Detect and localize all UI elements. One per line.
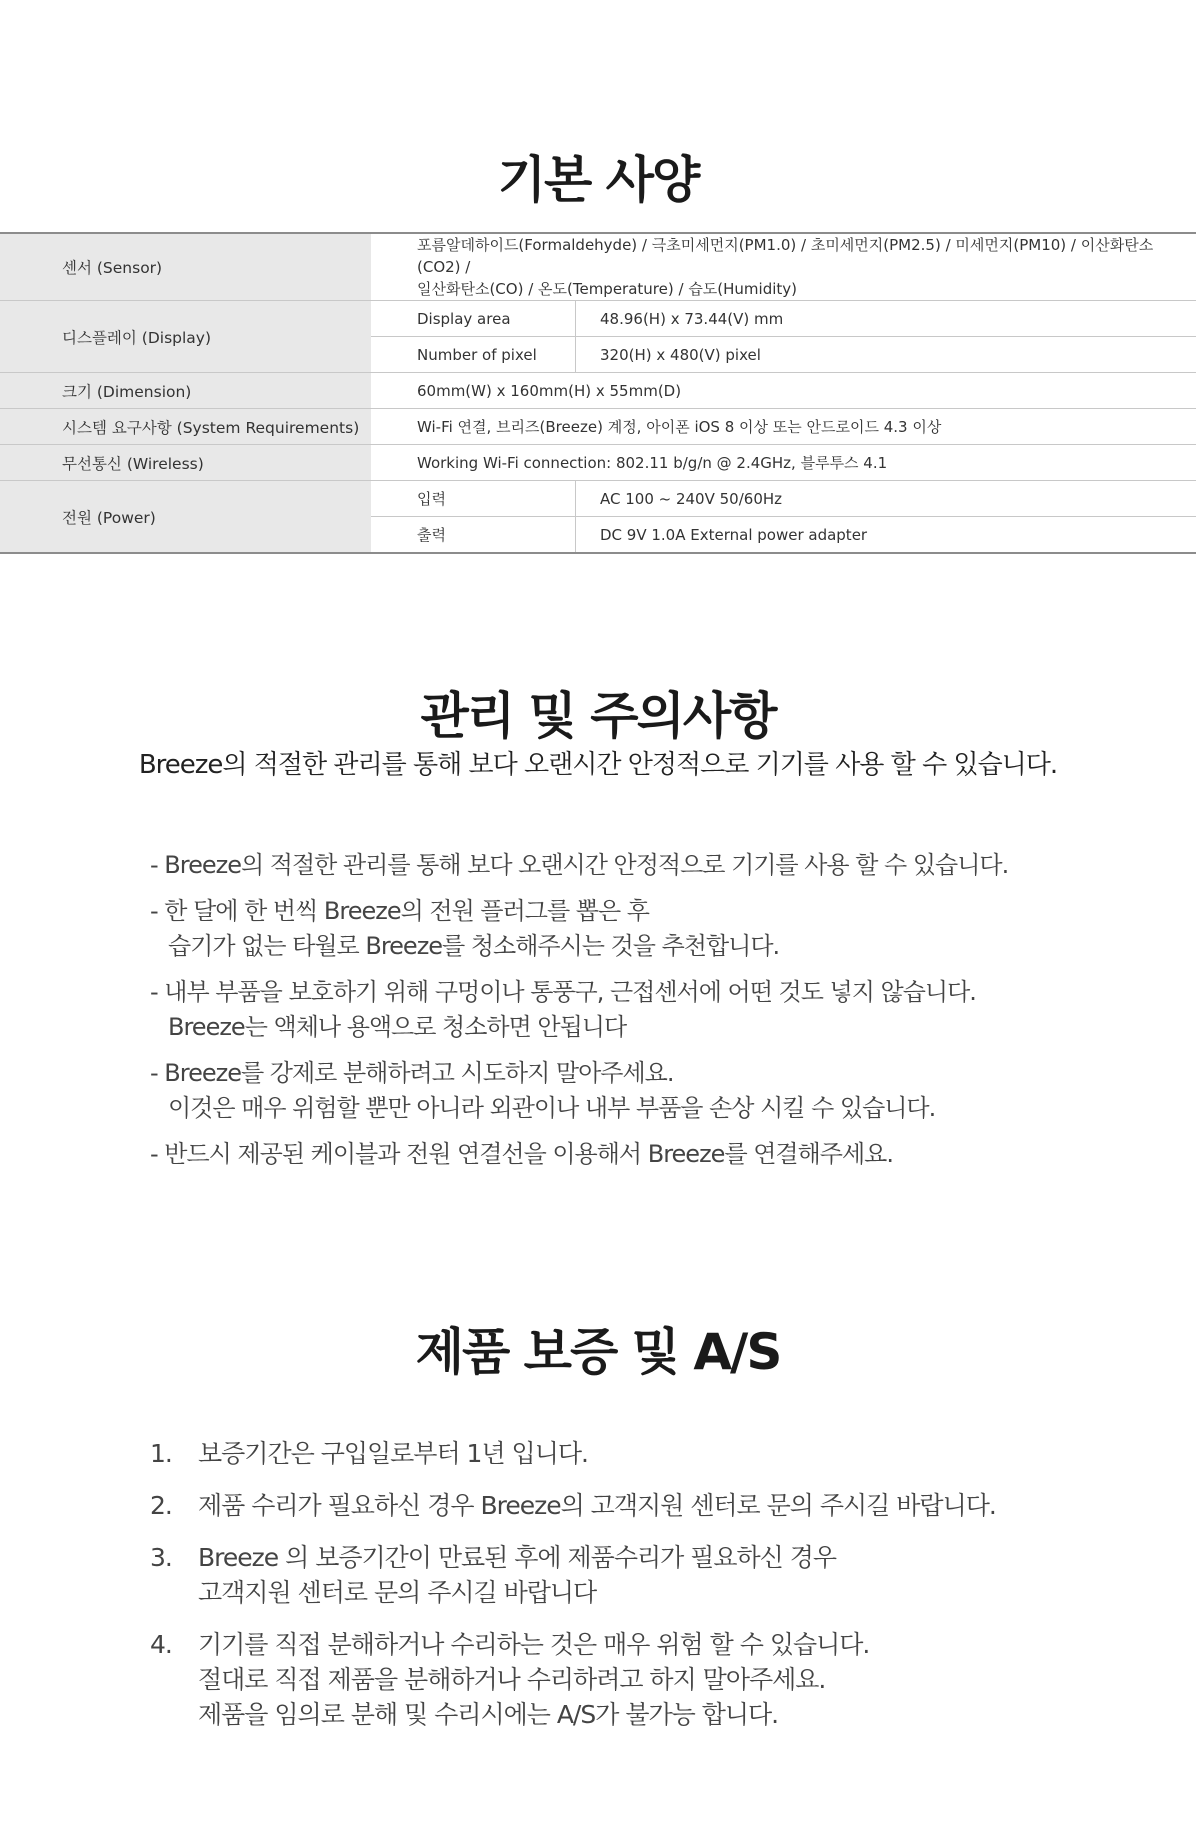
system-value: Wi-Fi 연결, 브리즈(Breeze) 계정, 아이폰 iOS 8 이상 또는 안드로이드 4.3 이상 — [371, 409, 1196, 445]
warranty-item-2-number: 2. — [150, 1491, 172, 1520]
input-value: AC 100 ~ 240V 50/60Hz — [576, 481, 1196, 517]
warranty-item-3 — [150, 1540, 1110, 1610]
spec-row-display-area — [0, 301, 1196, 337]
display-area-value: 48.96(H) x 73.44(V) mm — [576, 301, 1196, 337]
pixel-value: 320(H) x 480(V) pixel — [576, 337, 1196, 373]
sensor-value-line-1: 포름알데하이드(Formaldehyde) / 극초미세먼지(PM1.0) / 초미세먼지(PM2.5) / 미세먼지(PM10) / 이산화탄소(CO2) / — [417, 236, 1154, 276]
warranty-item-4-line-1: 기기를 직접 분해하거나 수리하는 것은 매우 위험 할 수 있습니다. — [198, 1630, 870, 1659]
display-area-key: Display area — [371, 301, 576, 337]
care-note-4-line-2: 이것은 매우 위험할 뿐만 아니라 외관이나 내부 부품을 손상 시킬 수 있습니다. — [168, 1094, 936, 1122]
warranty-item-3-line-1: Breeze 의 보증기간이 만료된 후에 제품수리가 필요하신 경우 — [198, 1543, 837, 1572]
care-note-4 — [150, 1056, 1110, 1126]
warranty-item-4-line-3: 제품을 임의로 분해 및 수리시에는 A/S가 불가능 합니다. — [198, 1700, 779, 1729]
warranty-item-2-text: 제품 수리가 필요하신 경우 Breeze의 고객지원 센터로 문의 주시길 바랍니다. — [198, 1491, 996, 1520]
specs-title: 기본 사양 — [497, 151, 699, 209]
spec-table — [0, 232, 1196, 554]
warranty-item-4-number: 4. — [150, 1630, 172, 1659]
care-note-5-text: - 반드시 제공된 케이블과 전원 연결선을 이용해서 Breeze를 연결해주세요. — [150, 1140, 893, 1168]
warranty-item-3-number: 3. — [150, 1543, 172, 1572]
care-intro: Breeze의 적절한 관리를 통해 보다 오랜시간 안정적으로 기기를 사용 할 수 있습니다. — [138, 750, 1058, 780]
pixel-key: Number of pixel — [371, 337, 576, 373]
input-key: 입력 — [371, 481, 576, 517]
warranty-item-2 — [150, 1488, 1110, 1523]
output-value: DC 9V 1.0A External power adapter — [576, 517, 1196, 554]
display-label: 디스플레이 (Display) — [0, 301, 371, 373]
care-note-2 — [150, 894, 1110, 964]
sensor-label: 센서 (Sensor) — [0, 233, 371, 301]
care-note-2-line-1: - 한 달에 한 번씩 Breeze의 전원 플러그를 뽑은 후 — [150, 897, 649, 925]
power-label: 전원 (Power) — [0, 481, 371, 554]
dimension-label: 크기 (Dimension) — [0, 373, 371, 409]
care-note-1 — [150, 848, 1110, 883]
care-note-3-line-1: - 내부 부품을 보호하기 위해 구멍이나 통풍구, 근접센서에 어떤 것도 넣지 않습니다. — [150, 978, 976, 1006]
dimension-value: 60mm(W) x 160mm(H) x 55mm(D) — [371, 373, 1196, 409]
care-note-3-line-2: Breeze는 액체나 용액으로 청소하면 안됩니다 — [168, 1013, 627, 1041]
wireless-label: 무선통신 (Wireless) — [0, 445, 371, 481]
care-title: 관리 및 주의사항 — [420, 687, 776, 745]
warranty-item-4-line-2: 절대로 직접 제품을 분해하거나 수리하려고 하지 말아주세요. — [198, 1665, 826, 1694]
care-note-3 — [150, 975, 1110, 1045]
spec-row-input — [0, 481, 1196, 517]
care-note-1-text: - Breeze의 적절한 관리를 통해 보다 오랜시간 안정적으로 기기를 사용 할 수 있습니다. — [150, 851, 1009, 879]
sensor-value-line-2: 일산화탄소(CO) / 온도(Temperature) / 습도(Humidity) — [417, 280, 798, 298]
spec-row-dimension — [0, 373, 1196, 409]
care-notes — [150, 848, 1110, 1183]
warranty-title: 제품 보증 및 A/S — [415, 1323, 781, 1381]
care-note-4-line-1: - Breeze를 강제로 분해하려고 시도하지 말아주세요. — [150, 1059, 674, 1087]
warranty-item-1-number: 1. — [150, 1439, 172, 1468]
sensor-value — [371, 233, 1196, 301]
care-note-2-line-2: 습기가 없는 타월로 Breeze를 청소해주시는 것을 추천합니다. — [168, 932, 780, 960]
warranty-list — [150, 1436, 1110, 1749]
output-key: 출력 — [371, 517, 576, 554]
spec-row-sensor — [0, 233, 1196, 301]
warranty-item-1 — [150, 1436, 1110, 1471]
care-note-5 — [150, 1137, 1110, 1172]
wireless-value: Working Wi-Fi connection: 802.11 b/g/n @ 2.4GHz, 블루투스 4.1 — [371, 445, 1196, 481]
system-label: 시스템 요구사항 (System Requirements) — [0, 409, 371, 445]
spec-row-wireless — [0, 445, 1196, 481]
warranty-item-3-line-2: 고객지원 센터로 문의 주시길 바랍니다 — [198, 1578, 597, 1607]
spec-row-system — [0, 409, 1196, 445]
warranty-item-4 — [150, 1627, 1110, 1732]
warranty-item-1-text: 보증기간은 구입일로부터 1년 입니다. — [198, 1439, 588, 1468]
